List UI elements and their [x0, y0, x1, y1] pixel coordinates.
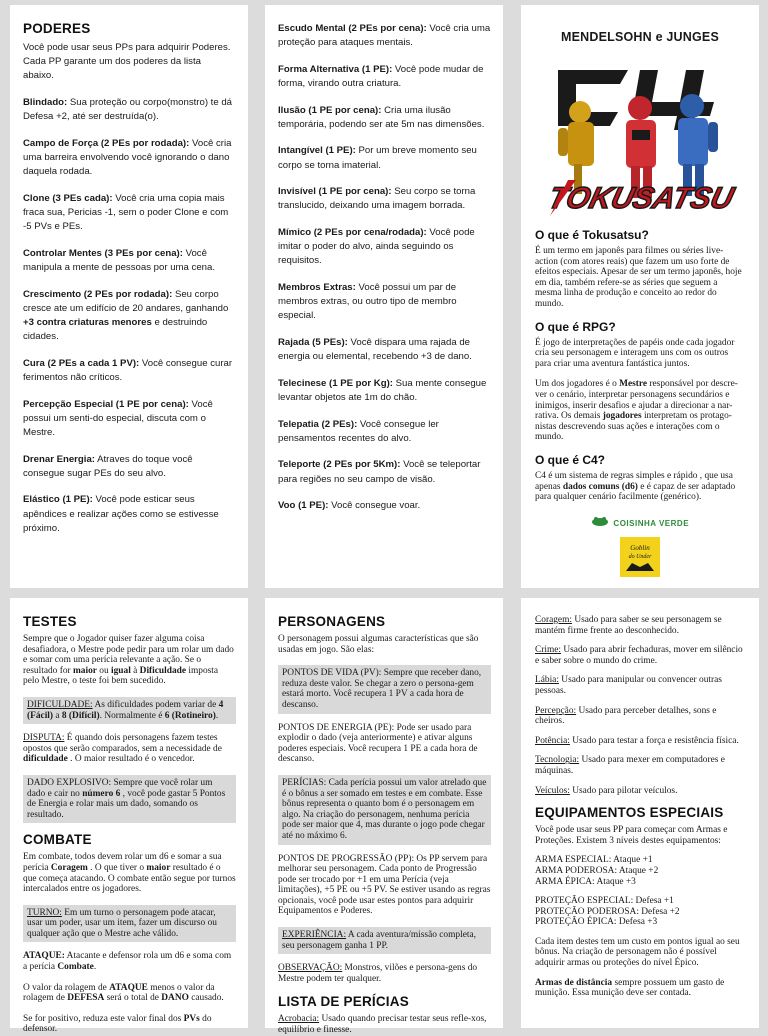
c4-tokusatsu-logo	[540, 50, 740, 220]
power-item: Invisível (1 PE por cena): Seu corpo se torna translucido, deixando uma imagem borrada.	[278, 186, 476, 212]
authors: MENDELSOHN e JUNGES	[561, 30, 719, 44]
section-title: COMBATE	[23, 832, 92, 848]
card-cover	[521, 5, 759, 588]
skill-item: Crime: Usado para abrir fechaduras, mover em silêncio e saber sobre o mundo do crime.	[535, 645, 743, 666]
highlight-box: PONTOS DE VIDA (PV): Sempre que receber dano, reduza deste valor. Se chegar a zero o persona-gem estará morto. Você recupera 1 PV a cada hora de descanso.	[278, 665, 491, 713]
power-item: Elástico (1 PE): Você pode esticar seus apêndices e realizar ações como se estivesse próximo.	[23, 494, 219, 534]
section-heading: O que é RPG?	[535, 319, 616, 334]
card-poderes	[10, 5, 248, 588]
paragraph: É um termo em japonês para filmes ou séries live-action (com atores reais) que fazem um uso forte de efeitos especiais. Apesar de ser um termo japonês, hoje em dia, também refere-se as séries que seguem a mesma linha de produção e conceito ao redor do mundo.	[535, 246, 742, 309]
paragraph: É jogo de interpretações de papéis onde cada jogador cria seu personagem e interagem uns com os outros para criar uma aventura fantástica juntos.	[535, 337, 735, 369]
section-title: PERSONAGENS	[278, 614, 386, 629]
protection-item: PROTEÇÃO ÉPICA: Defesa +3	[535, 917, 658, 928]
power-item: Ilusão (1 PE por cena): Cria uma ilusão temporária, podendo ser ate 5m nas dimensões.	[278, 104, 485, 130]
goblin-logo-icon	[620, 537, 660, 577]
paragraph: PONTOS DE ENERGIA (PE): Pode ser usado para explodir o dado (veja anteriormente) e ativar alguns poderes especiais. Você recupera 1 PE a cada hora de descanso.	[278, 722, 478, 765]
protection-item: PROTEÇÃO PODEROSA: Defesa +2	[535, 906, 680, 917]
skill-item: Percepção: Usado para perceber detalhes, sons e cheiros.	[535, 705, 717, 727]
power-item: Crescimento (2 PEs por rodada): Seu corpo cresce ate um edifício de 20 andares, ganhando +3 contra criaturas menores e destruindo cidades.	[23, 288, 229, 343]
power-item: Rajada (5 PEs): Você dispara uma rajada de energia ou elemental, recebendo +3 de dano.	[278, 336, 472, 363]
highlight-box: DIFICULDADE: As dificuldades podem variar de 4 (Fácil) a 8 (Difícil). Normalmente é 6 (Rotineiro).	[23, 697, 236, 724]
paragraph: Você pode usar seus PP para começar com Armas e Proteções. Existem 3 níveis destes equipamentos:	[535, 825, 728, 846]
power-item: Percepção Especial (1 PE por cena): Você possui um senti-do especial, discuta com o Mestre.	[23, 398, 213, 438]
section-title: PODERES	[23, 21, 91, 36]
paragraph: DISPUTA: É quando dois personagens fazem testes opostos que serão comparados, sem a necessidade de dificuldade . O maior resultado é o vencedor.	[23, 733, 222, 765]
highlight-box: EXPERIÊNCIA: A cada aventura/missão completa, seu personagem ganha 1 PP.	[278, 927, 491, 954]
section-title: LISTA DE PERÍCIAS	[278, 994, 409, 1010]
arm-item: ARMA PODEROSA: Ataque +2	[535, 865, 659, 876]
paragraph: Sempre que o Jogador quiser fazer alguma coisa desafiadora, o Mestre pode pedir para um rolar um dado e somar com uma perícia relevante a ação. Se o resultado for maior ou igual à Dificuldade imposta pelo Mestre, o teste foi bem sucedido.	[23, 634, 234, 687]
protection-item: PROTEÇÃO ESPECIAL: Defesa +1	[535, 896, 674, 907]
publisher-logo-verde: COISINHA VERDE	[535, 513, 745, 531]
arms-list	[535, 855, 745, 887]
section-title: TESTES	[23, 614, 77, 629]
card-poderes-continued	[265, 5, 503, 588]
frog-icon	[591, 516, 609, 526]
paragraph: O personagem possui algumas características que são usadas em jogo. São elas:	[278, 634, 479, 655]
svg-text:TOKUSATSU: TOKUSATSU	[544, 181, 738, 215]
card-equipamentos	[521, 598, 759, 1028]
protections-list	[535, 896, 745, 928]
power-item: Blindado: Sua proteção ou corpo(monstro) te dá Defesa +2, até ser destruída(o).	[23, 97, 233, 123]
section-heading: O que é C4?	[535, 452, 606, 467]
power-item: Voo (1 PE): Você consegue voar.	[278, 500, 421, 512]
power-item: Cura (2 PEs a cada 1 PV): Você consegue curar ferimentos não críticos.	[23, 357, 233, 383]
skill-item: Tecnologia: Usado para mexer em computadores e máquinas.	[535, 755, 725, 776]
highlight-box: PERÍCIAS: Cada perícia possui um valor atrelado que é o bônus a ser somado em testes e em combate. Esse bônus representa o quanto bom é o personagem em algo. Na criação do personagem, nenhuma perícia pode ser maior que 4, mas durante o jogo pode chegar até no máximo 6.	[278, 775, 491, 845]
power-item: Campo de Força (2 PEs por rodada): Você cria uma barreira envolvendo você ignorando o dano daquela rodada.	[23, 137, 232, 178]
section-title: EQUIPAMENTOS ESPECIAIS	[535, 805, 724, 821]
skill-item: Coragem: Usado para saber se seu personagem se mantém firme frente ao desconhecido.	[535, 615, 722, 636]
paragraph: O valor da rolagem de ATAQUE menos o valor da rolagem de DEFESA será o total de DANO causado.	[23, 982, 224, 1004]
highlight-box: DADO EXPLOSIVO: Sempre que você rolar um dado e cair no número 6 , você pode gastar 5 Pontos de Energia e rolar mais um dado, somando os resultado.	[23, 775, 236, 823]
publisher-logo-goblin	[535, 537, 745, 582]
power-item: Membros Extras: Você possui um par de membros extras, ou outro tipo de membro especial.	[278, 281, 457, 322]
card-testes	[10, 598, 248, 1035]
power-item: Mímico (2 PEs por cena/rodada): Você pode imitar o poder do alvo, ainda seguindo os requisitos.	[278, 226, 475, 267]
card-personagens	[265, 598, 503, 1036]
paragraph: Cada item destes tem um custo em pontos igual ao seu bônus. Na criação de personagem não é possível adquirir armas ou proteções do nível Épico.	[535, 936, 740, 969]
arm-item: ARMA ESPECIAL: Ataque +1	[535, 855, 653, 866]
paragraph: Armas de distância sempre possuem um gasto de munição. Essa munição deve ser contada.	[535, 977, 725, 999]
power-item: Clone (3 PEs cada): Você cria uma copia mais fraca sua, Pericias -1, sem o poder Clone e com -5 PVs e PEs.	[23, 192, 229, 233]
svg-text:do Under: do Under	[628, 553, 652, 560]
highlight-box: TURNO: Em um turno o personagem pode atacar, usar um poder, usar um item, fazer um discurso ou qualquer ação que o Mestre ache válido.	[23, 905, 236, 943]
section-heading: O que é Tokusatsu?	[535, 228, 649, 242]
power-item: Intangível (1 PE): Por um breve momento seu corpo se torna imaterial.	[278, 145, 477, 171]
power-item: Drenar Energia: Atraves do toque você consegue sugar PEs do seu alvo.	[23, 453, 193, 479]
skill-item: Veículos: Usado para pilotar veículos.	[535, 785, 678, 796]
power-item: Forma Alternativa (1 PE): Você pode mudar de forma, virando outra criatura.	[278, 63, 484, 89]
paragraph: ATAQUE: Atacante e defensor rola um d6 e soma com a perícia Combate.	[23, 951, 232, 973]
power-item: Telepatia (2 PEs): Você consegue ler pensamentos recentes do alvo.	[278, 418, 439, 444]
skill-item: Potência: Usado para testar a força e resistência física.	[535, 735, 739, 746]
power-item: Teleporte (2 PEs por 5Km): Você se teleportar para regiões no seu campo de visão.	[278, 459, 481, 485]
intro-text: Você pode usar seus PPs para adquirir Poderes. Cada PP garante um dos poderes da lista abaixo.	[23, 42, 231, 82]
arm-item: ARMA ÉPICA: Ataque +3	[535, 876, 636, 887]
paragraph: Acrobacia: Usado quando precisar testar seus refle-xos, equilíbrio e finesse.	[278, 1014, 487, 1036]
skill-item: Lábia: Usado para manipular ou convencer outras pessoas.	[535, 675, 722, 696]
paragraph: Se for positivo, reduza este valor final dos PVs do defensor.	[23, 1013, 212, 1035]
paragraph: Um dos jogadores é o Mestre responsável por descre-ver o cenário, interpretar personagens secundários e inimigos, inserir desafios e ajudar a direcionar a nar-rativa. Os demais jogadores interpretam os protago-nistas descrevendo suas ações e interações com o mundo.	[535, 379, 738, 443]
paragraph: PONTOS DE PROGRESSÃO (PP): Os PP servem para melhorar seu personagem. Cada ponto de Progressão pode ser trocado por +1 em uma Perícia (veja limitações), +5 PE ou +5 PV. Se estiver usando as regras opcionais, você pode usar estes pontos para adquirir Equipamentos e Poderes.	[278, 853, 491, 917]
power-item: Escudo Mental (2 PEs por cena): Você cria uma proteção para ataques mentais.	[278, 23, 491, 49]
paragraph: C4 é um sistema de regras simples e rápido , que usa apenas dados comuns (d6) e é capaz de ser adaptado para qualquer cenário facilmente (genérico).	[535, 470, 736, 503]
svg-text:Goblin: Goblin	[630, 543, 650, 552]
paragraph: Em combate, todos devem rolar um d6 e somar a sua perícia Coragem . O que tiver o maior resultado é o que começa atacando. O combate então segue por turnos intercalados entre os jogadores.	[23, 852, 236, 895]
power-item: Controlar Mentes (3 PEs por cena): Você manipula a mente de pessoas por uma cena.	[23, 247, 215, 273]
paragraph: OBSERVAÇÃO: Monstros, vilões e persona-gens do Mestre podem ter qualquer.	[278, 963, 478, 984]
power-item: Telecinese (1 PE por Kg): Sua mente consegue levantar objetos ate 1m do chão.	[278, 377, 487, 403]
